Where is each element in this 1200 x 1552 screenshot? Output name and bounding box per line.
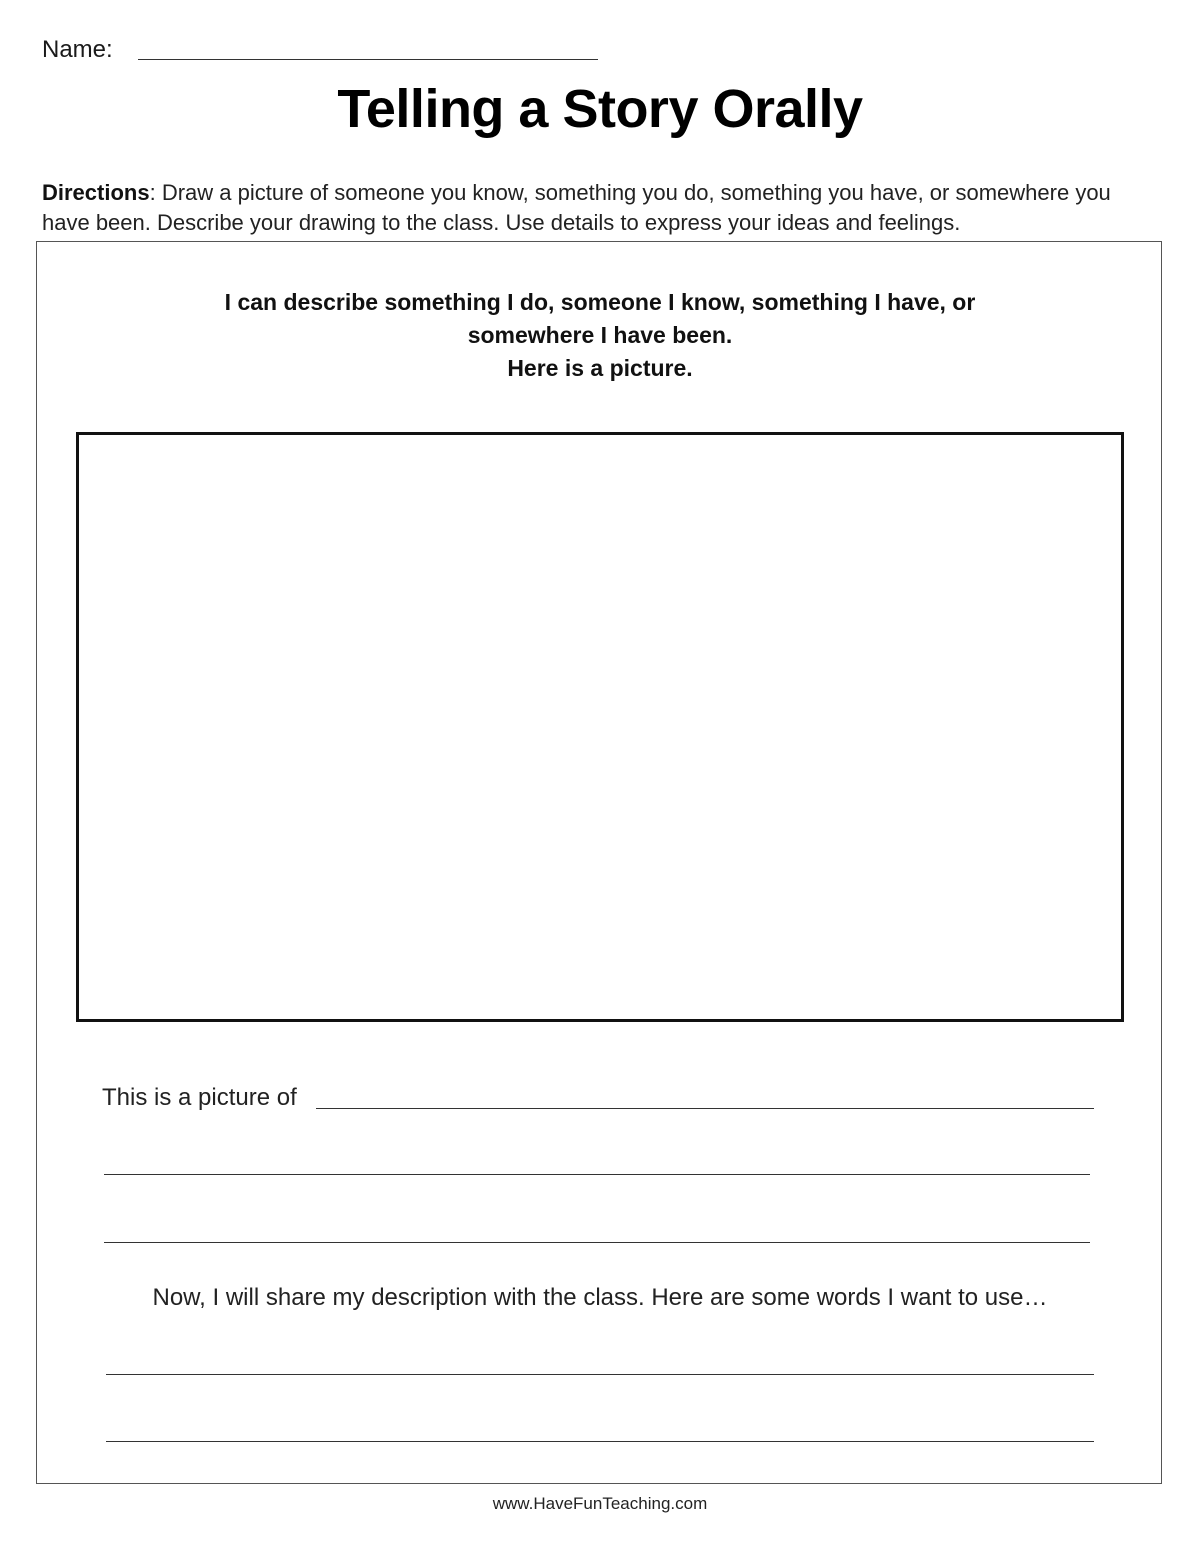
footer-website: www.HaveFunTeaching.com [492,1494,708,1513]
name-field-line[interactable] [138,59,598,60]
directions-text: : Draw a picture of someone you know, something you do, something you have, or somewhere you have been. Describe your drawing to the class. Use details to express your ideas and feelings. [42,180,1111,235]
picture-of-label: This is a picture of [102,1084,297,1111]
directions-label: Directions [42,180,150,205]
drawing-box[interactable] [76,432,1124,1022]
prompt-line-1: I can describe something I do, someone I know, something I have, or [224,289,976,315]
name-label [42,36,113,64]
words-line-2[interactable] [106,1441,1094,1442]
picture-of-answer-line[interactable] [316,1108,1094,1109]
writing-line-1[interactable] [104,1174,1090,1175]
prompt-block [0,286,1200,385]
writing-line-2[interactable] [104,1242,1090,1243]
share-instruction: Now, I will share my description with the class. Here are some words I want to use… [152,1284,1048,1311]
prompt-line-3: Here is a picture. [507,355,693,381]
prompt-line-2: somewhere I have been. [467,322,733,348]
words-line-1[interactable] [106,1374,1094,1375]
directions [42,178,1162,238]
name-label-text: Name: [42,36,113,63]
worksheet-title: Telling a Story Orally [337,79,863,139]
